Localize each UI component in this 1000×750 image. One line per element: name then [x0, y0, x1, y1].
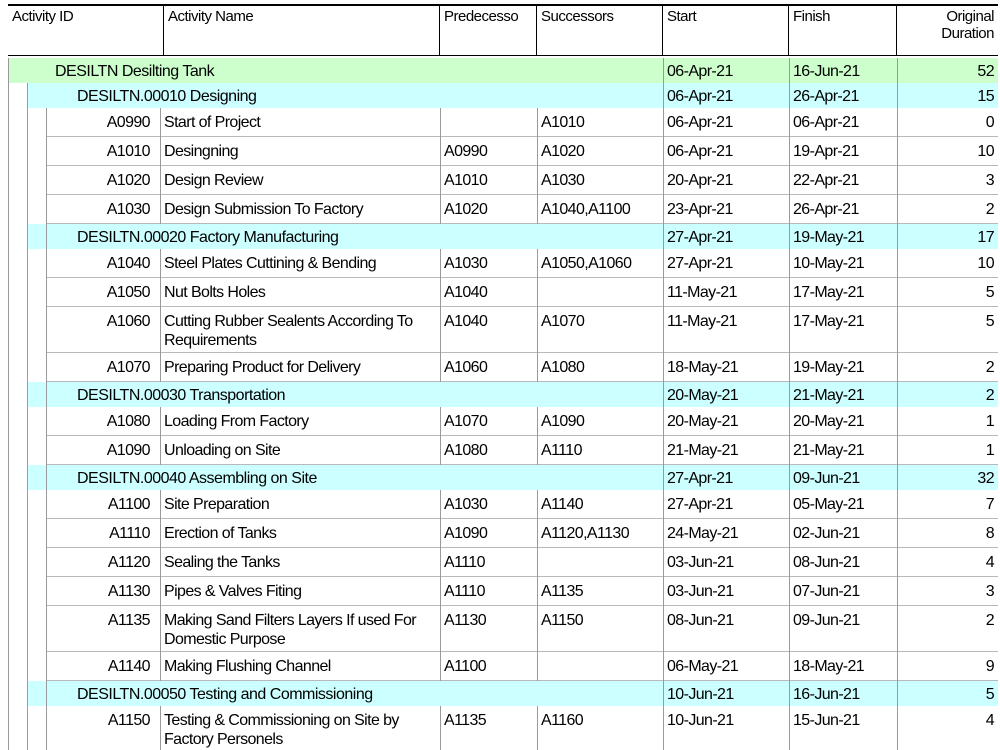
column-divider: [897, 166, 898, 195]
wbs-row[interactable]: [27, 224, 998, 249]
column-divider: [789, 249, 790, 278]
finish-cell: 07-Jun-21: [793, 583, 860, 600]
column-divider: [897, 706, 898, 750]
column-divider: [789, 681, 790, 706]
finish-cell: 09-Jun-21: [793, 470, 860, 487]
column-divider: [789, 278, 790, 307]
wbs-label: DESILTN.00030 Transportation: [77, 387, 286, 404]
column-divider: [160, 108, 161, 137]
column-divider: [663, 382, 664, 407]
table-row[interactable]: [46, 353, 998, 382]
duration-cell: 15: [977, 88, 994, 105]
successors-cell: A1040,A1100: [541, 201, 631, 218]
finish-cell: 16-Jun-21: [793, 686, 860, 703]
activity-id-cell: A1130: [107, 583, 150, 600]
column-divider: [789, 195, 790, 224]
start-cell: 11-May-21: [667, 313, 737, 330]
start-cell: 23-Apr-21: [667, 201, 733, 218]
activity-id-cell: A1050: [106, 284, 150, 301]
duration-cell: 4: [985, 712, 994, 729]
column-divider: [160, 353, 161, 382]
activity-id-cell: A1140: [107, 658, 150, 675]
predecessors-cell: A1020: [444, 201, 488, 218]
wbs-label: DESILTN Desilting Tank: [55, 63, 215, 80]
column-divider: [537, 436, 538, 465]
finish-cell: 19-May-21: [793, 359, 865, 376]
column-header-finish[interactable]: Finish: [789, 6, 897, 56]
start-cell: 06-Apr-21: [667, 88, 733, 105]
duration-cell: 3: [985, 583, 994, 600]
column-divider: [789, 465, 790, 490]
activity-id-cell: A1040: [106, 255, 150, 272]
predecessors-cell: A1040: [444, 284, 488, 301]
activity-id-cell: A1120: [107, 554, 150, 571]
finish-cell: 16-Jun-21: [793, 63, 860, 80]
column-divider: [897, 681, 898, 706]
successors-cell: A1120,A1130: [541, 525, 630, 542]
finish-cell: 17-May-21: [793, 284, 865, 301]
column-divider: [789, 436, 790, 465]
column-divider: [537, 652, 538, 681]
start-cell: 10-Jun-21: [667, 686, 734, 703]
successors-cell: A1160: [541, 712, 584, 729]
column-divider: [537, 519, 538, 548]
start-cell: 08-Jun-21: [667, 612, 734, 629]
activity-name-cell: Cutting Rubber Sealents According To Requirements: [164, 313, 413, 349]
duration-cell: 10: [977, 143, 994, 160]
wbs-row[interactable]: [27, 382, 998, 407]
column-divider: [663, 548, 664, 577]
outline-guide: [8, 58, 9, 750]
column-divider: [897, 58, 898, 83]
column-header-activity-name[interactable]: Activity Name: [164, 6, 440, 56]
table-row[interactable]: [46, 706, 998, 750]
column-divider: [160, 436, 161, 465]
wbs-row[interactable]: [27, 83, 998, 108]
column-divider: [789, 519, 790, 548]
wbs-label: DESILTN.00010 Designing: [77, 88, 257, 105]
predecessors-cell: A1110: [444, 583, 485, 600]
activity-name-cell: Design Review: [164, 172, 263, 189]
duration-cell: 5: [985, 313, 994, 330]
duration-cell: 1: [985, 413, 994, 430]
column-divider: [160, 548, 161, 577]
activity-id-cell: A1080: [106, 413, 150, 430]
wbs-label: DESILTN.00040 Assembling on Site: [77, 470, 317, 487]
predecessors-cell: A1130: [444, 612, 487, 629]
column-divider: [789, 548, 790, 577]
table-row[interactable]: [46, 519, 998, 548]
activity-name-cell: Nut Bolts Holes: [164, 284, 266, 301]
start-cell: 20-May-21: [667, 387, 739, 404]
activity-id-cell: A1030: [106, 201, 150, 218]
column-divider: [440, 166, 441, 195]
start-cell: 20-Apr-21: [667, 172, 733, 189]
column-header-successors[interactable]: Successors: [537, 6, 663, 56]
duration-cell: 0: [985, 114, 994, 131]
activity-name-cell: Making Sand Filters Layers If used For Domestic Purpose: [164, 612, 416, 648]
activity-name-cell: Design Submission To Factory: [164, 201, 363, 218]
duration-cell: 2: [985, 359, 994, 376]
start-cell: 27-Apr-21: [667, 470, 733, 487]
start-cell: 21-May-21: [667, 442, 739, 459]
activity-id-cell: A1135: [107, 612, 150, 629]
column-divider: [663, 83, 664, 108]
column-divider: [440, 519, 441, 548]
activity-name-cell: Sealing the Tanks: [164, 554, 280, 571]
column-divider: [537, 249, 538, 278]
column-divider: [440, 652, 441, 681]
column-divider: [663, 681, 664, 706]
finish-cell: 19-May-21: [793, 229, 865, 246]
duration-cell: 32: [977, 470, 994, 487]
activity-name-cell: Unloading on Site: [164, 442, 281, 459]
column-divider: [537, 577, 538, 606]
predecessors-cell: A1090: [444, 525, 488, 542]
duration-cell: 4: [985, 554, 994, 571]
successors-cell: A1070: [541, 313, 585, 330]
column-divider: [160, 706, 161, 750]
activity-id-cell: A1090: [106, 442, 150, 459]
predecessors-cell: A1070: [444, 413, 488, 430]
column-divider: [160, 249, 161, 278]
column-divider: [663, 58, 664, 83]
column-divider: [160, 278, 161, 307]
start-cell: 24-May-21: [667, 525, 739, 542]
predecessors-cell: A1030: [444, 496, 488, 513]
table-row[interactable]: [46, 436, 998, 465]
column-divider: [897, 652, 898, 681]
column-divider: [663, 519, 664, 548]
column-divider: [537, 195, 538, 224]
finish-cell: 26-Apr-21: [793, 88, 859, 105]
successors-cell: A1135: [541, 583, 584, 600]
successors-cell: A1030: [541, 172, 585, 189]
predecessors-cell: A1135: [444, 712, 487, 729]
finish-cell: 08-Jun-21: [793, 554, 860, 571]
duration-cell: 52: [977, 63, 994, 80]
column-divider: [663, 606, 664, 652]
column-divider: [789, 577, 790, 606]
column-divider: [789, 58, 790, 83]
successors-cell: [537, 548, 663, 577]
column-divider: [160, 519, 161, 548]
column-divider: [160, 606, 161, 652]
table-row[interactable]: [46, 278, 998, 307]
finish-cell: 20-May-21: [793, 413, 865, 430]
column-divider: [897, 382, 898, 407]
predecessors-cell: A1010: [444, 172, 488, 189]
activity-name-cell: Testing & Commissioning on Site by Factory Personels: [164, 712, 399, 748]
column-divider: [663, 224, 664, 249]
column-divider: [160, 307, 161, 353]
column-divider: [440, 249, 441, 278]
start-cell: 06-Apr-21: [667, 63, 733, 80]
wbs-label: DESILTN.00050 Testing and Commissioning: [77, 686, 373, 703]
duration-cell: 8: [985, 525, 994, 542]
column-divider: [537, 606, 538, 652]
activity-name-cell: Loading From Factory: [164, 413, 309, 430]
column-header-start[interactable]: Start: [663, 6, 789, 56]
column-divider: [663, 490, 664, 519]
duration-cell: 17: [977, 229, 994, 246]
successors-cell: A1080: [541, 359, 585, 376]
activity-name-cell: Pipes & Valves Fiting: [164, 583, 302, 600]
column-divider: [160, 166, 161, 195]
column-divider: [789, 382, 790, 407]
column-divider: [789, 224, 790, 249]
successors-cell: A1140: [541, 496, 584, 513]
column-divider: [663, 307, 664, 353]
start-cell: 10-Jun-21: [667, 712, 734, 729]
activity-name-cell: Desingning: [164, 143, 239, 160]
activity-name-cell: Making Flushing Channel: [164, 658, 331, 675]
successors-cell: [537, 278, 663, 307]
duration-cell: 9: [985, 658, 994, 675]
start-cell: 03-Jun-21: [667, 554, 734, 571]
table-row[interactable]: [46, 249, 998, 278]
successors-cell: A1110: [541, 442, 582, 459]
activity-id-cell: A1020: [106, 172, 150, 189]
outline-guide: [46, 108, 47, 750]
predecessors-cell: A1060: [444, 359, 488, 376]
start-cell: 06-Apr-21: [667, 114, 733, 131]
column-divider: [537, 407, 538, 436]
wbs-row[interactable]: [27, 681, 998, 706]
column-divider: [440, 195, 441, 224]
column-divider: [897, 195, 898, 224]
finish-cell: 09-Jun-21: [793, 612, 860, 629]
finish-cell: 15-Jun-21: [793, 712, 860, 729]
column-divider: [897, 249, 898, 278]
start-cell: 18-May-21: [667, 359, 739, 376]
column-divider: [897, 519, 898, 548]
duration-cell: 3: [985, 172, 994, 189]
column-divider: [897, 278, 898, 307]
column-divider: [789, 490, 790, 519]
column-divider: [160, 137, 161, 166]
column-divider: [789, 652, 790, 681]
activity-name-cell: Preparing Product for Delivery: [164, 359, 361, 376]
finish-cell: 26-Apr-21: [793, 201, 859, 218]
finish-cell: 21-May-21: [793, 442, 865, 459]
column-divider: [440, 436, 441, 465]
duration-cell: 2: [985, 612, 994, 629]
column-divider: [897, 465, 898, 490]
project-row[interactable]: [8, 58, 998, 83]
finish-cell: 05-May-21: [793, 496, 865, 513]
duration-cell: 5: [985, 284, 994, 301]
column-divider: [897, 577, 898, 606]
successors-cell: [537, 652, 663, 681]
finish-cell: 06-Apr-21: [793, 114, 859, 131]
column-divider: [663, 195, 664, 224]
column-divider: [663, 706, 664, 750]
column-divider: [663, 407, 664, 436]
table-row[interactable]: [46, 195, 998, 224]
column-divider: [160, 407, 161, 436]
column-divider: [789, 606, 790, 652]
finish-cell: 17-May-21: [793, 313, 865, 330]
activity-name-cell: Erection of Tanks: [164, 525, 277, 542]
column-divider: [897, 353, 898, 382]
activity-name-cell: Start of Project: [164, 114, 261, 131]
duration-cell: 1: [985, 442, 994, 459]
column-header-original-duration[interactable]: Original Duration: [941, 8, 994, 42]
start-cell: 06-Apr-21: [667, 143, 733, 160]
duration-cell: 5: [985, 686, 994, 703]
column-divider: [897, 436, 898, 465]
successors-cell: A1020: [541, 143, 585, 160]
successors-cell: A1090: [541, 413, 585, 430]
column-divider: [440, 137, 441, 166]
column-divider: [537, 137, 538, 166]
table-row[interactable]: [46, 577, 998, 606]
duration-cell: 10: [977, 255, 994, 272]
column-divider: [897, 548, 898, 577]
start-cell: 27-Apr-21: [667, 229, 733, 246]
column-divider: [160, 490, 161, 519]
column-divider: [537, 108, 538, 137]
successors-cell: A1150: [541, 612, 584, 629]
column-divider: [897, 490, 898, 519]
column-divider: [440, 577, 441, 606]
column-divider: [537, 166, 538, 195]
wbs-label: DESILTN.00020 Factory Manufacturing: [77, 229, 339, 246]
table-header: [8, 4, 998, 56]
predecessors-cell: A1080: [444, 442, 488, 459]
duration-cell: 7: [985, 496, 994, 513]
column-divider: [663, 108, 664, 137]
column-divider: [440, 548, 441, 577]
column-divider: [663, 353, 664, 382]
wbs-row[interactable]: [27, 465, 998, 490]
activity-name-cell: Steel Plates Cuttining & Bending: [164, 255, 377, 272]
activity-id-cell: A1100: [107, 496, 150, 513]
activity-id-cell: A1010: [106, 143, 150, 160]
duration-cell: 2: [985, 201, 994, 218]
column-divider: [789, 706, 790, 750]
predecessors-cell: A1100: [444, 658, 487, 675]
column-divider: [789, 166, 790, 195]
predecessors-cell: A1110: [444, 554, 485, 571]
column-divider: [663, 652, 664, 681]
activity-id-cell: A1110: [109, 525, 150, 542]
column-divider: [897, 83, 898, 108]
column-divider: [537, 706, 538, 750]
start-cell: 11-May-21: [667, 284, 737, 301]
table-row[interactable]: [46, 307, 998, 353]
column-divider: [440, 407, 441, 436]
predecessors-cell: A1030: [444, 255, 488, 272]
column-divider: [663, 465, 664, 490]
predecessors-cell: A0990: [444, 143, 488, 160]
column-header-predecessors[interactable]: Predecesso: [440, 6, 537, 56]
column-divider: [663, 249, 664, 278]
column-divider: [440, 108, 441, 137]
finish-cell: 02-Jun-21: [793, 525, 860, 542]
table-row[interactable]: [46, 652, 998, 681]
column-divider: [663, 577, 664, 606]
start-cell: 06-May-21: [667, 658, 739, 675]
column-divider: [160, 577, 161, 606]
start-cell: 20-May-21: [667, 413, 739, 430]
column-divider: [663, 166, 664, 195]
activity-id-cell: A0990: [106, 114, 150, 131]
column-divider: [663, 137, 664, 166]
finish-cell: 22-Apr-21: [793, 172, 859, 189]
column-divider: [440, 706, 441, 750]
table-row[interactable]: [46, 166, 998, 195]
activity-id-cell: A1060: [106, 313, 150, 330]
finish-cell: 18-May-21: [793, 658, 865, 675]
outline-guide: [27, 83, 28, 750]
column-divider: [897, 307, 898, 353]
column-divider: [440, 278, 441, 307]
column-divider: [789, 137, 790, 166]
activity-id-cell: A1070: [106, 359, 150, 376]
table-row[interactable]: [46, 407, 998, 436]
column-divider: [537, 548, 538, 577]
column-divider: [440, 353, 441, 382]
column-divider: [537, 278, 538, 307]
start-cell: 27-Apr-21: [667, 496, 733, 513]
column-header-activity-id[interactable]: Activity ID: [8, 6, 164, 56]
table-row[interactable]: [46, 606, 998, 652]
table-row[interactable]: [46, 137, 998, 166]
successors-cell: A1050,A1060: [541, 255, 632, 272]
column-divider: [663, 436, 664, 465]
column-divider: [789, 307, 790, 353]
column-divider: [160, 195, 161, 224]
finish-cell: 21-May-21: [793, 387, 865, 404]
column-divider: [440, 307, 441, 353]
predecessors-cell: [440, 108, 537, 137]
column-divider: [537, 490, 538, 519]
column-divider: [897, 137, 898, 166]
column-divider: [789, 407, 790, 436]
column-divider: [440, 606, 441, 652]
start-cell: 27-Apr-21: [667, 255, 733, 272]
column-divider: [160, 652, 161, 681]
duration-cell: 2: [985, 387, 994, 404]
column-divider: [789, 83, 790, 108]
activity-name-cell: Site Preparation: [164, 496, 270, 513]
column-divider: [440, 490, 441, 519]
column-divider: [789, 353, 790, 382]
table-row[interactable]: [46, 490, 998, 519]
column-divider: [537, 307, 538, 353]
start-cell: 03-Jun-21: [667, 583, 734, 600]
column-divider: [537, 353, 538, 382]
successors-cell: A1010: [541, 114, 585, 131]
finish-cell: 19-Apr-21: [793, 143, 859, 160]
column-divider: [897, 606, 898, 652]
finish-cell: 10-May-21: [793, 255, 865, 272]
column-divider: [897, 108, 898, 137]
table-row[interactable]: [46, 548, 998, 577]
activity-id-cell: A1150: [107, 712, 150, 729]
column-divider: [663, 278, 664, 307]
column-divider: [789, 108, 790, 137]
predecessors-cell: A1040: [444, 313, 488, 330]
column-divider: [897, 224, 898, 249]
table-row[interactable]: [46, 108, 998, 137]
column-divider: [897, 407, 898, 436]
